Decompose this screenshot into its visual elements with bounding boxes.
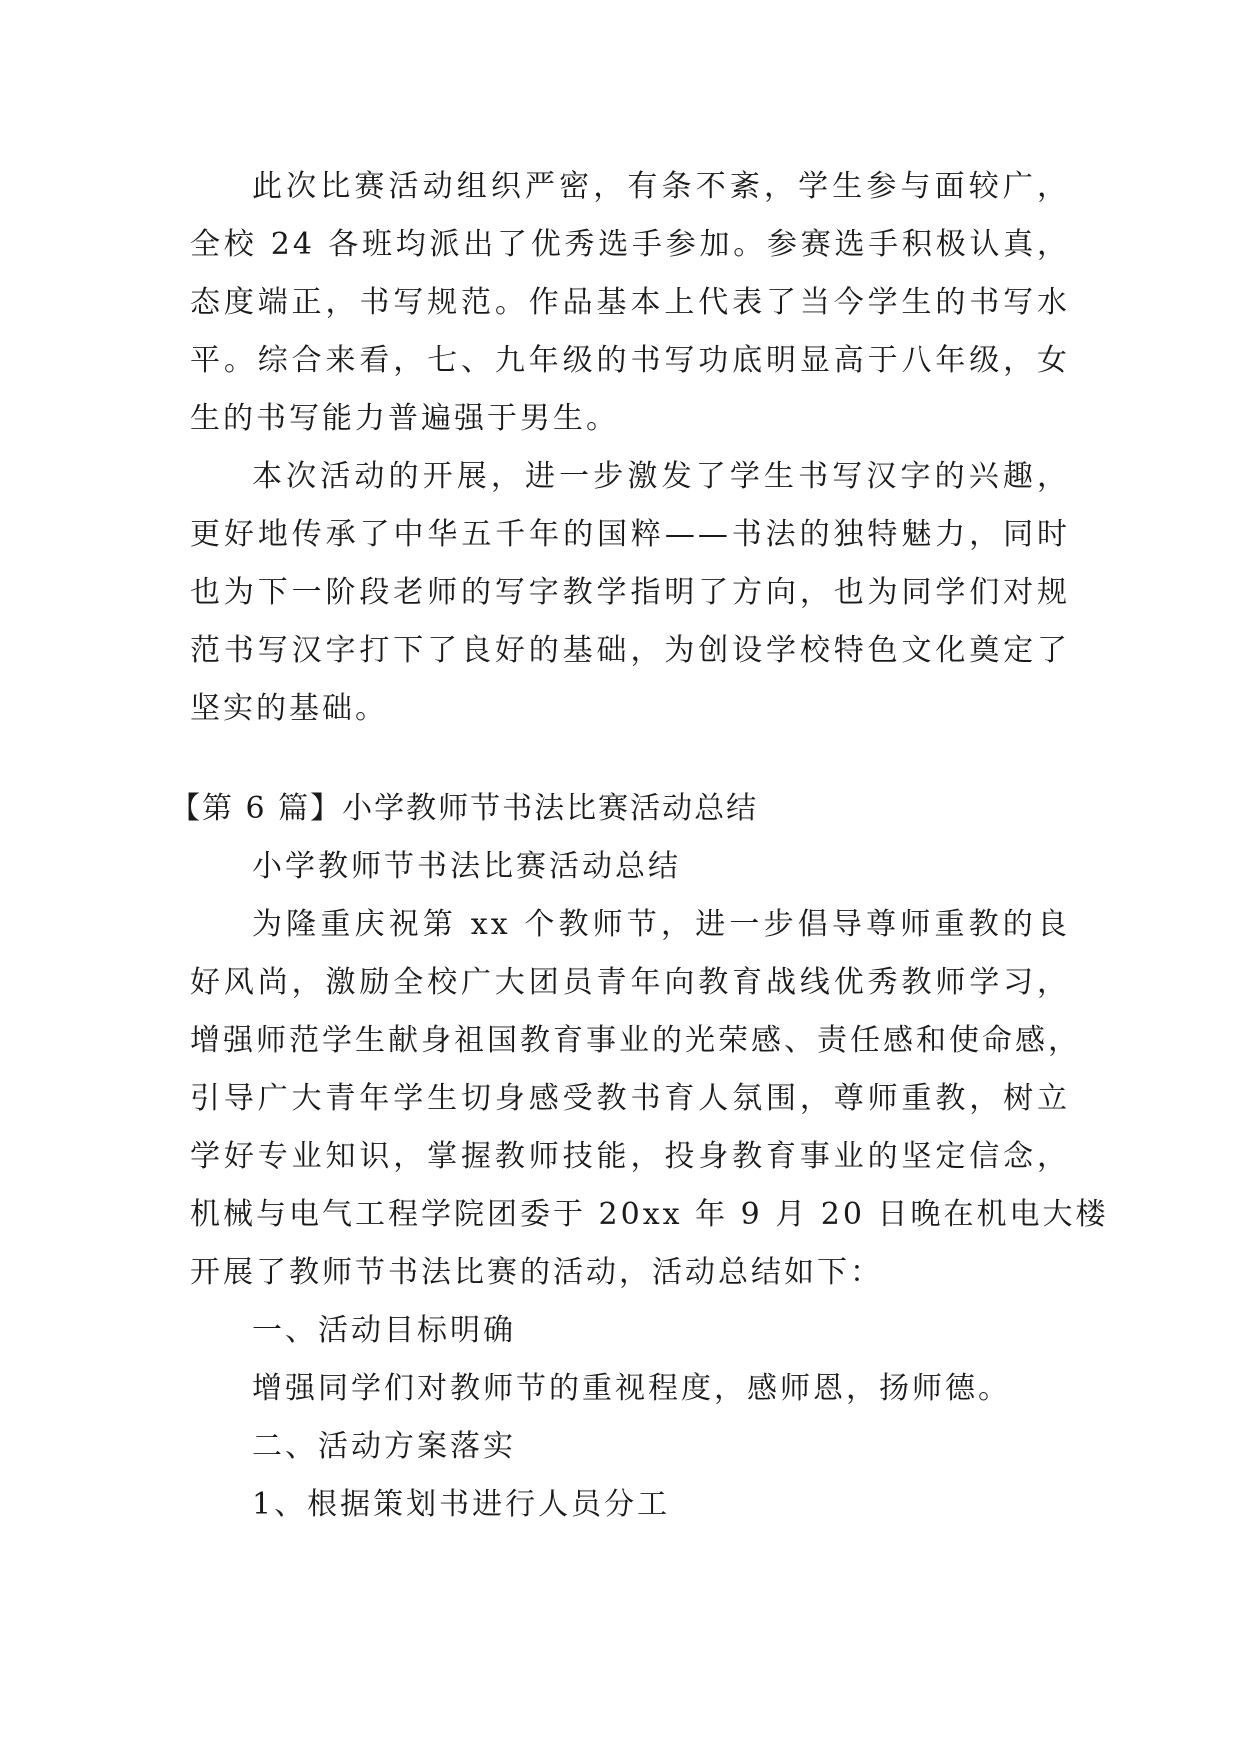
plan-item-1: 1、根据策划书进行人员分工	[252, 1487, 671, 1522]
text-line: 引导广大青年学生切身感受教书育人氛围，尊师重教，树立	[190, 1081, 1070, 1116]
document-page	[170, 158, 1109, 1534]
article-heading: 【第 6 篇】小学教师节书法比赛活动总结	[170, 791, 759, 826]
text-line: 范书写汉字打下了良好的基础，为创设学校特色文化奠定了	[190, 633, 1070, 668]
text-line: 也为下一阶段老师的写字教学指明了方向，也为同学们对规	[190, 575, 1070, 610]
text-line: 开展了教师节书法比赛的活动，活动总结如下：	[190, 1255, 883, 1290]
text-line: 态度端正，书写规范。作品基本上代表了当今学生的书写水	[190, 285, 1070, 320]
paragraph-activity-impact	[190, 448, 1070, 738]
text-line: 为隆重庆祝第 xx 个教师节，进一步倡导尊师重教的良	[252, 907, 1070, 942]
text-line: 更好地传承了中华五千年的国粹——书法的独特魅力，同时	[190, 517, 1070, 552]
text-line: 本次活动的开展，进一步激发了学生书写汉字的兴趣，	[252, 459, 1070, 494]
text-line: 学好专业知识，掌握教师技能，投身教育事业的坚定信念，	[190, 1139, 1070, 1174]
text-line: 平。综合来看，七、九年级的书写功底明显高于八年级，女	[190, 343, 1070, 378]
section-title-plan: 二、活动方案落实	[252, 1429, 516, 1464]
text-line: 坚实的基础。	[190, 691, 388, 726]
text-line: 生的书写能力普遍强于男生。	[190, 401, 619, 436]
text-line: 增强师范学生献身祖国教育事业的光荣感、责任感和使命感，	[190, 1023, 1081, 1058]
paragraph-competition-summary	[190, 158, 1070, 448]
section-gap	[190, 738, 1070, 780]
goals-text: 增强同学们对教师节的重视程度，感师恩，扬师德。	[252, 1371, 1011, 1406]
article-subtitle: 小学教师节书法比赛活动总结	[252, 849, 681, 884]
text-line: 此次比赛活动组织严密，有条不紊，学生参与面较广，	[252, 169, 1070, 204]
paragraph-introduction	[190, 896, 1109, 1302]
section-title-goals: 一、活动目标明确	[252, 1313, 516, 1348]
text-line: 好风尚，激励全校广大团员青年向教育战线优秀教师学习，	[190, 965, 1070, 1000]
text-line: 机械与电气工程学院团委于 20xx 年 9 月 20 日晚在机电大楼	[190, 1197, 1109, 1232]
text-line: 全校 24 各班均派出了优秀选手参加。参赛选手积极认真，	[190, 227, 1070, 262]
